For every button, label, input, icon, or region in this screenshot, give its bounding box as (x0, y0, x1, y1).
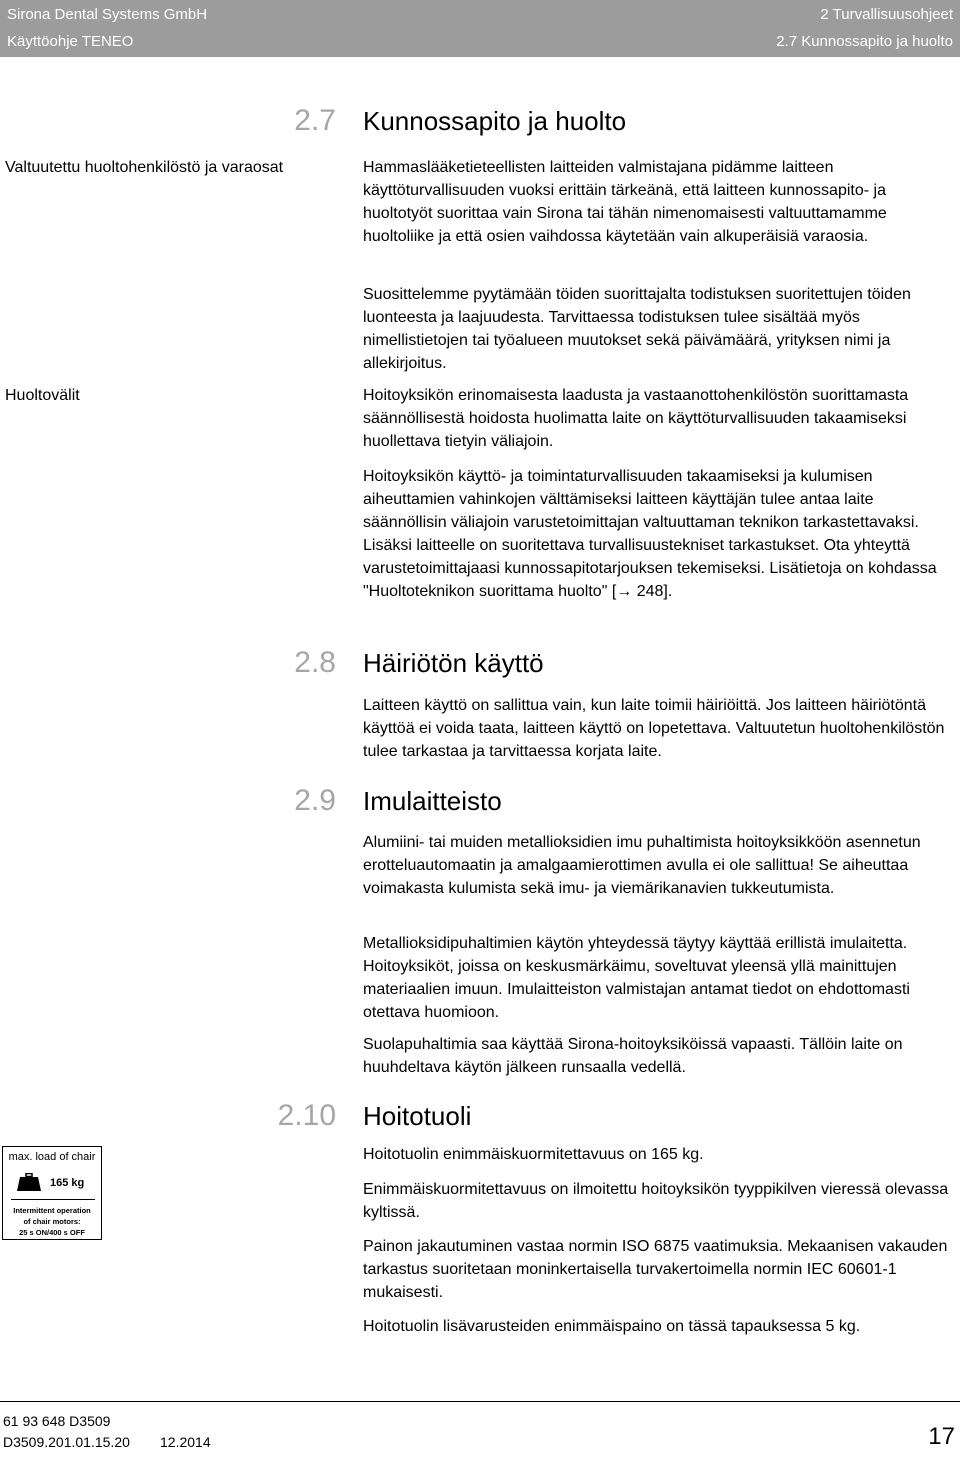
paragraph: Alumiini- tai muiden metallioksidien imu puhaltimista hoitoyksikköön asennetun erotteluautomaatin ja amalgaamierottimen avulla ei ole sallittua! Se aiheuttaa voimakasta kulumista sekä imu- ja viemärikanavien tukkeutumista. (363, 834, 921, 897)
paragraph: Suosittelemme pyytämään töiden suorittajalta todistuksen suoritettujen töiden luonteesta ja laajuudesta. Tarvittaessa todistuksen tulee sisältää myös nimellistietojen tai työalueen muutokset sekä päivämäärä, yrityksen nimi ja allekirjoitus. (363, 286, 911, 372)
paragraph: Laitteen käyttö on sallittua vain, kun laite toimii häiriöittä. Jos laitteen häiriötöntä käyttöä ei voida taata, laitteen käyttö on lopetettava. Valtuutetun huoltohenkilöstön tulee tarkastaa ja tarvittaessa korjata laite. (363, 697, 945, 760)
section-number: 2.10 (277, 1099, 336, 1132)
section-heading: Häiriötön käyttö (363, 648, 544, 678)
paragraph: Hoitoyksikön erinomaisesta laadusta ja vastaanottohenkilöstön suorittamasta säännöllisestä hoidosta huolimatta laite on käyttöturvallisuuden takaamiseksi huollettava tietyin väliajoin. (363, 387, 909, 450)
paragraph-text: Hoitoyksikön käyttö- ja toimintaturvallisuuden takaamiseksi ja kulumisen aiheuttamien vahinkojen välttämiseksi laitteen käyttäjän tulee antaa laite säännöllisin väliajoin varustetoimittajan valtuuttaman teknikon tarkastettavaksi. Lisäksi laitteelle on suoritettava turvallisuustekniset tarkastukset. Ota yhteyttä varustetoimittajaasi kunnossapitotarjouksen tekemiseksi. Lisätietoja on kohdassa "Huoltoteknikon suorittama huolto" [ (363, 468, 937, 600)
page-header (0, 0, 960, 57)
chair-label-note: Intermittent operation (13, 1206, 91, 1215)
paragraph: Hoitotuolin lisävarusteiden enimmäispaino on tässä tapauksessa 5 kg. (363, 1318, 861, 1335)
paragraph: Painon jakautuminen vastaa normin ISO 6875 vaatimuksia. Mekaanisen vakauden tarkastus suoritetaan moninkertaisella turvakertoimella normin IEC 60601-1 mukaisesti. (363, 1238, 948, 1301)
divider (11, 1199, 95, 1200)
paragraph: Metallioksidipuhaltimien käytön yhteydessä täytyy käyttää erillistä imulaitetta. Hoitoyksiköt, joissa on keskusmärkäimu, soveltuvat yleensä yllä mainittujen materiaalien imuun. Imulaitteiston valmistajan antamat tiedot on ehdottomasti otettava huomioon. (363, 935, 910, 1021)
order-number: 61 93 648 D3509 (3, 1413, 111, 1429)
margin-label: Valtuutettu huoltohenkilöstö ja varaosat (5, 159, 284, 176)
page-number: 17 (928, 1423, 955, 1450)
section-number: 2.7 (294, 104, 336, 137)
chapter-title: 2 Turvallisuusohjeet (820, 6, 953, 23)
arrow-icon: → (616, 583, 633, 600)
paragraph: Suolapuhaltimia saa käyttää Sirona-hoitoyksiköissä vapaasti. Tällöin laite on huuhdeltava käytön jälkeen runsaalla vedellä. (363, 1036, 903, 1076)
chair-label-weight: 165 kg (50, 1177, 85, 1189)
paragraph (363, 465, 955, 603)
chair-label-note: of chair motors: (23, 1217, 81, 1226)
chair-label-title: max. load of chair (8, 1151, 96, 1163)
section-number: 2.9 (294, 784, 336, 817)
company-name: Sirona Dental Systems GmbH (7, 6, 208, 23)
section-heading: Imulaitteisto (363, 786, 502, 816)
paragraph: Enimmäiskuormitettavuus on ilmoitettu hoitoyksikön tyyppikilven vieressä olevassa kyltissä. (363, 1181, 949, 1221)
chair-load-label (2, 1146, 102, 1240)
section-number: 2.8 (294, 646, 336, 679)
weight-icon (17, 1173, 41, 1191)
document-code: D3509.201.01.15.20 (3, 1434, 130, 1450)
section-title: 2.7 Kunnossapito ja huolto (776, 33, 953, 50)
page-reference[interactable]: 248]. (636, 583, 673, 600)
chair-label-note: 25 s ON/400 s OFF (19, 1228, 85, 1237)
section-heading: Kunnossapito ja huolto (363, 106, 627, 136)
manual-title: Käyttöohje TENEO (7, 33, 134, 50)
section-heading: Hoitotuoli (363, 1101, 472, 1131)
footer-divider (0, 1401, 960, 1402)
margin-label: Huoltovälit (5, 387, 80, 404)
paragraph: Hammaslääketieteellisten laitteiden valmistajana pidämme laitteen käyttöturvallisuuden vuoksi erittäin tärkeänä, että laitteen kunnossapito- ja huoltotyöt suorittaa vain Sirona tai tähän nimenomaisesti valtuuttamamme huoltoliike ja että osien vaihdossa käytetään vain alkuperäisiä varaosia. (363, 159, 887, 245)
document-date: 12.2014 (160, 1434, 211, 1450)
paragraph: Hoitotuolin enimmäiskuormitettavuus on 165 kg. (363, 1146, 704, 1163)
